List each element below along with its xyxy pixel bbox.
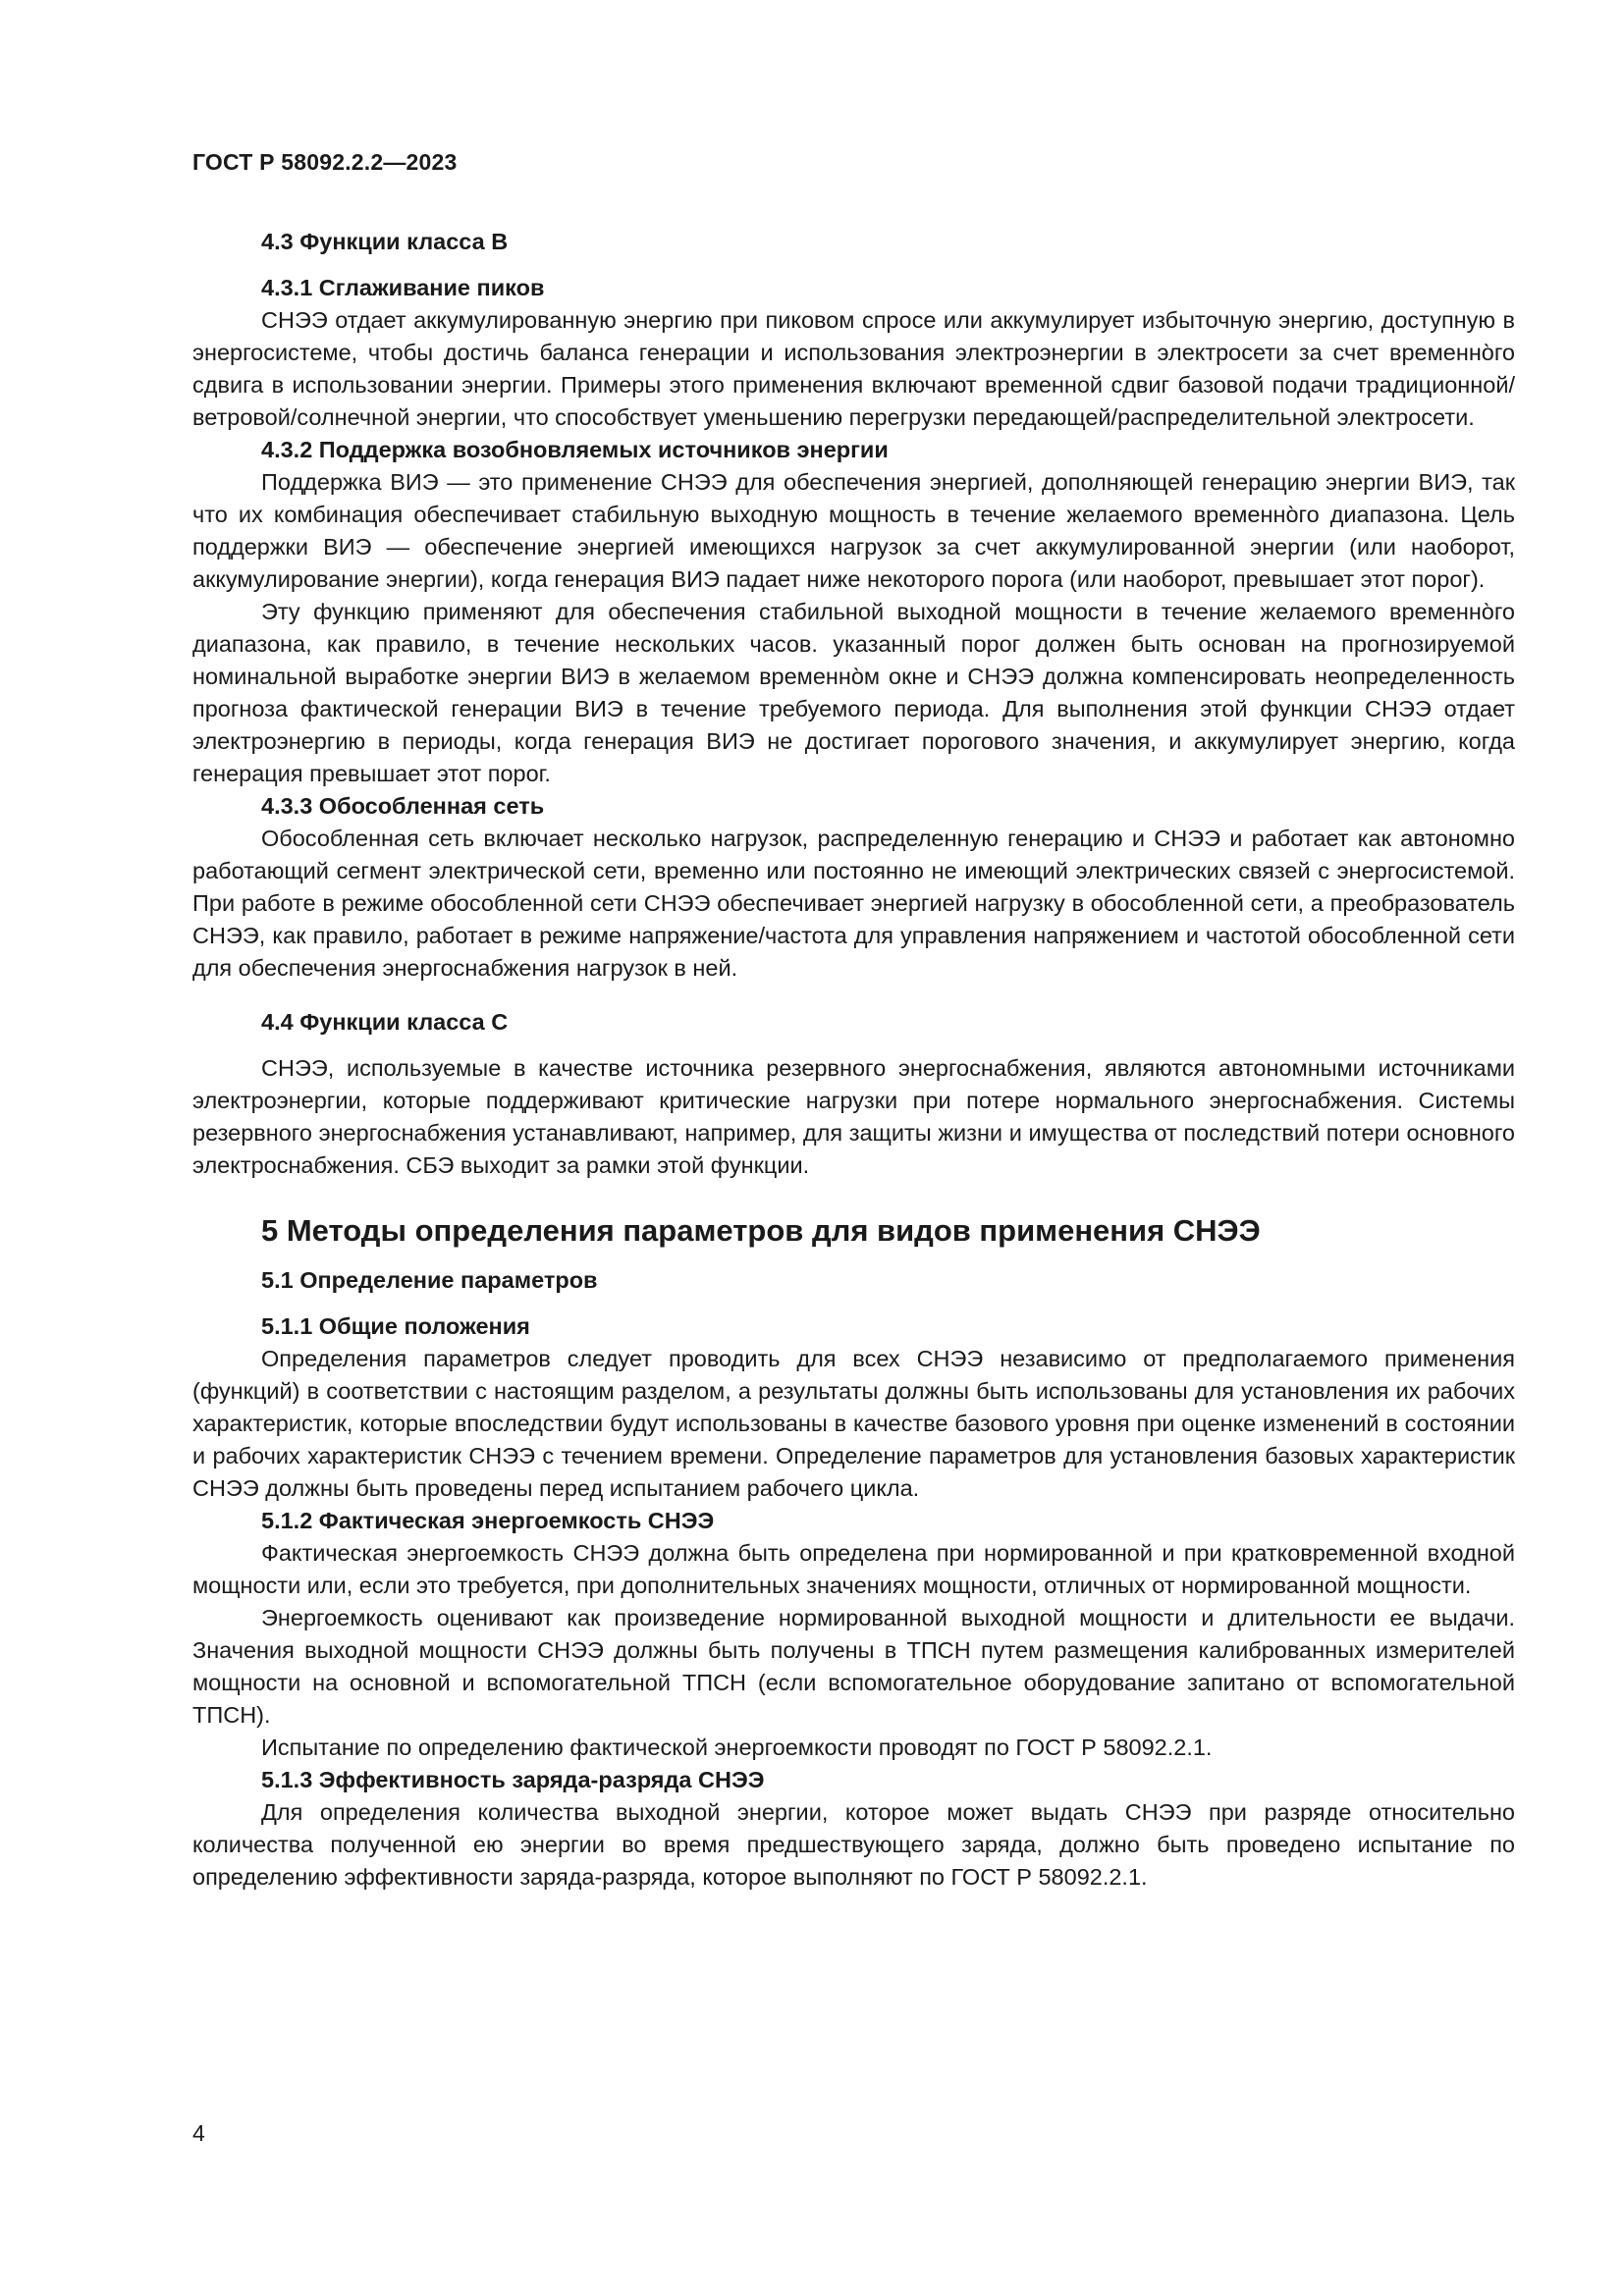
document-header: ГОСТ Р 58092.2.2—2023 xyxy=(192,149,458,175)
paragraph-5-1-2-b: Энергоемкость оценивают как произведение нормированной выходной мощности и длительности ее выдачи. Значения выходной мощности СНЭЭ должны быть получены в ТПСН путем размещения калиброванных измерителей мощности на основной и вспомогательной ТПСН (если вспомогательное оборудование запитано от вспомогательной ТПСН). xyxy=(192,1605,1515,1728)
section-4-4-heading: 4.4 Функции класса C xyxy=(261,1009,509,1035)
section-5-1-3-heading: 5.1.3 Эффективность заряда-разряда СНЭЭ xyxy=(261,1767,765,1792)
section-5-1-2-heading: 5.1.2 Фактическая энергоемкость СНЭЭ xyxy=(261,1508,715,1533)
paragraph-4-3-2-b: Эту функцию применяют для обеспечения стабильной выходной мощности в течение желаемого временно̀го диапазона, как правило, в течение нескольких часов. указанный порог должен быть основан на прогнозируемой номинальной выработке энергии ВИЭ в желаемом временно̀м окне и СНЭЭ должна компенсировать неопределенность прогноза фактической генерации ВИЭ в течение требуемого периода. Для выполнения этой функции СНЭЭ отдает электроэнергию в периоды, когда генерация ВИЭ не достигает порогового значения, и аккумулирует энергию, когда генерация превышает этот порог. xyxy=(192,599,1515,786)
page-number: 4 xyxy=(192,2120,205,2146)
paragraph-5-1-1: Определения параметров следует проводить для всех СНЭЭ независимо от предполагаемого применения (функций) в соответствии с настоящим разделом, а результаты должны быть использованы для установления их рабочих характеристик, которые впоследствии будут использованы в качестве базового уровня при оценке изменений в состоянии и рабочих характеристик СНЭЭ с течением времени. Определение параметров для установления базовых характеристик СНЭЭ должны быть проведены перед испытанием рабочего цикла. xyxy=(192,1346,1515,1501)
paragraph-4-3-2-a: Поддержка ВИЭ — это применение СНЭЭ для обеспечения энергией, дополняющей генерацию энергии ВИЭ, так что их комбинация обеспечивает стабильную выходную мощность в течение желаемого временно̀го диапазона. Цель поддержки ВИЭ — обеспечение энергией имеющихся нагрузок за счет аккумулированной энергии (или наоборот, аккумулирование энергии), когда генерация ВИЭ падает ниже некоторого порога (или наоборот, превышает этот порог). xyxy=(192,469,1515,592)
paragraph-5-1-3: Для определения количества выходной энергии, которое может выдать СНЭЭ при разряде относительно количества полученной ею энергии во время предшествующего заряда, должно быть проведено испытание по определению эффективности заряда-разряда, которое выполняют по ГОСТ Р 58092.2.1. xyxy=(192,1799,1515,1890)
section-5-1-1-heading: 5.1.1 Общие положения xyxy=(261,1313,530,1339)
section-5-1-heading: 5.1 Определение параметров xyxy=(261,1267,598,1293)
section-4-3-3-heading: 4.3.3 Обособленная сеть xyxy=(261,793,545,819)
paragraph-5-1-2-c: Испытание по определению фактической энергоемкости проводят по ГОСТ Р 58092.2.1. xyxy=(261,1735,1213,1760)
paragraph-4-3-3: Обособленная сеть включает несколько нагрузок, распределенную генерацию и СНЭЭ и работает как автономно работающий сегмент электрической сети, временно или постоянно не имеющий электрических связей с энергосистемой. При работе в режиме обособленной сети СНЭЭ обеспечивает энергией нагрузку в обособленной сети, а преобразователь СНЭЭ, как правило, работает в режиме напряжение/частота для управления напряжением и частотой обособленной сети для обеспечения энергоснабжения нагрузок в ней. xyxy=(192,826,1515,981)
paragraph-5-1-2-a: Фактическая энергоемкость СНЭЭ должна быть определена при нормированной и при кратковременной входной мощности или, если это требуется, при дополнительных значениях мощности, отличных от нормированной мощности. xyxy=(192,1540,1515,1598)
paragraph-4-4: СНЭЭ, используемые в качестве источника резервного энергоснабжения, являются автономными источниками электроэнергии, которые поддерживают критические нагрузки при потере нормального энергоснабжения. Системы резервного энергоснабжения устанавливают, например, для защиты жизни и имущества от последствий потери основного электроснабжения. СБЭ выходит за рамки этой функции. xyxy=(192,1055,1515,1178)
section-4-3-1-heading: 4.3.1 Сглаживание пиков xyxy=(261,275,545,300)
section-4-3-2-heading: 4.3.2 Поддержка возобновляемых источников энергии xyxy=(261,437,889,462)
paragraph-4-3-1: СНЭЭ отдает аккумулированную энергию при пиковом спросе или аккумулирует избыточную энергию, доступную в энергосистеме, чтобы достичь баланса генерации и использования электроэнергии в электросети за счет временно̀го сдвига в использовании энергии. Примеры этого применения включают временной сдвиг базовой подачи традиционной/ветровой/солнечной энергии, что способствует уменьшению перегрузки передающей/распределительной электросети. xyxy=(192,307,1515,430)
section-5-heading: 5 Методы определения параметров для видов применения СНЭЭ xyxy=(261,1213,1261,1248)
section-4-3-heading: 4.3 Функции класса B xyxy=(261,229,509,254)
page-content xyxy=(192,226,1515,1894)
